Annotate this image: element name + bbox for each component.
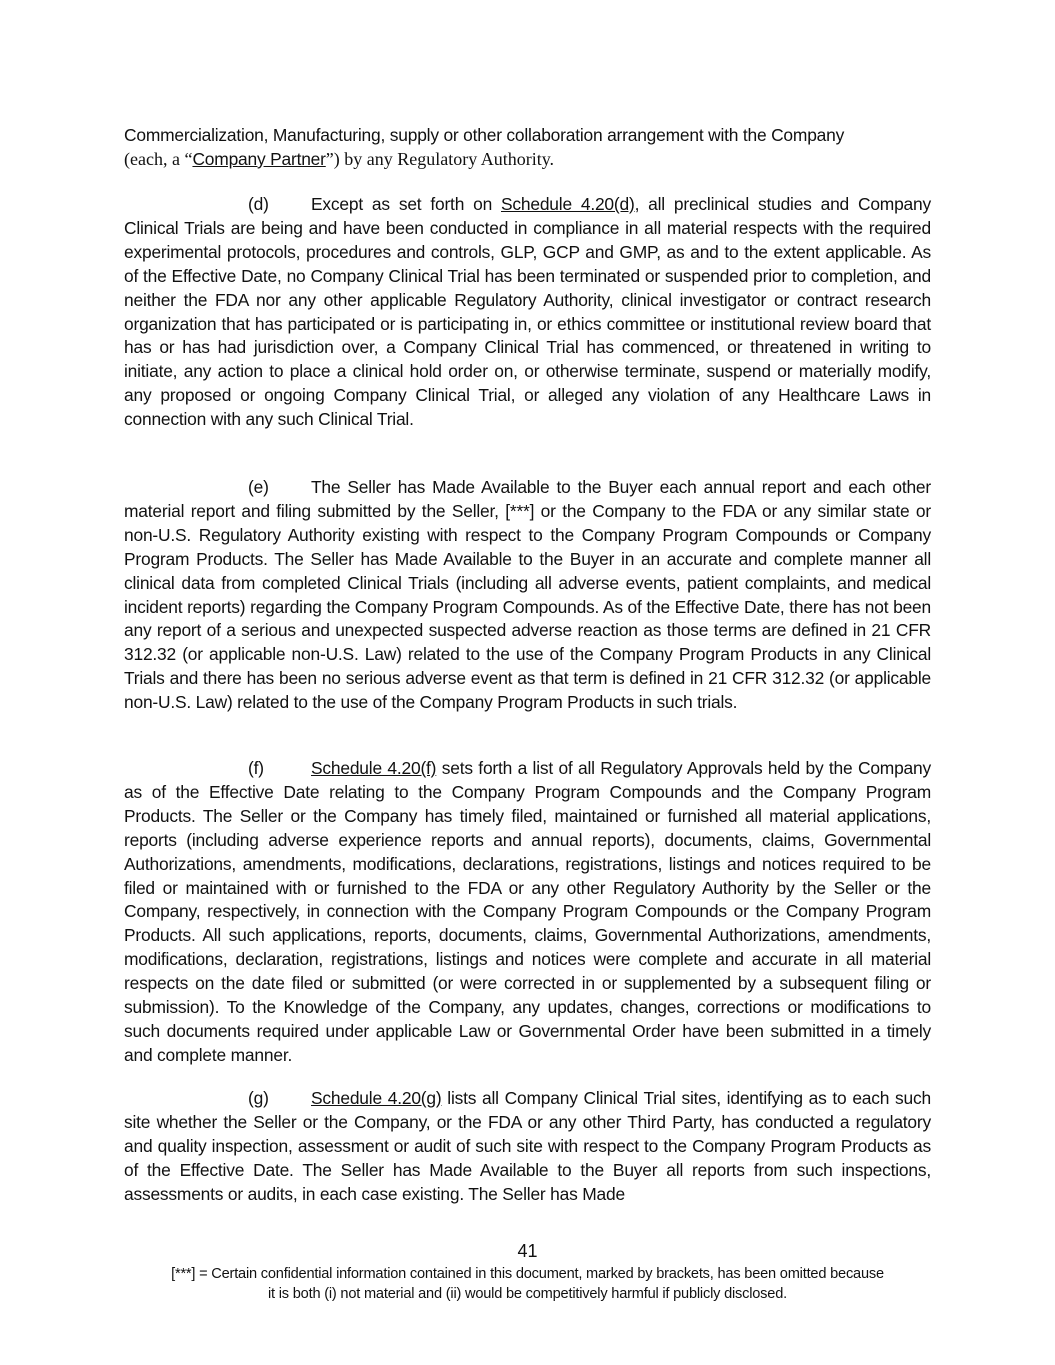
paragraph-c-line1: Commercialization, Manufacturing, supply or other collaboration arrangement with the Company <box>124 125 845 145</box>
schedule-4-20-f-ref: Schedule 4.20(f) <box>311 758 437 778</box>
paragraph-c-continuation <box>124 124 931 172</box>
paragraph-f <box>124 757 931 1068</box>
paragraph-c-pre: (each, a “ <box>124 148 193 169</box>
paragraph-c-post: ”) by any Regulatory Authority. <box>325 148 555 169</box>
paragraph-e <box>124 476 931 715</box>
paragraph-d-label: (d) <box>248 194 269 214</box>
paragraph-d-body: , all preclinical studies and Company Clinical Trials are being and have been conducted in compliance in all material respects with the required experimental protocols, procedures and controls, GLP, GCP and GMP, as and to the extent applicable. As of the Effective Date, no Company Clinical Trial has been terminated or suspended prior to completion, and neither the FDA nor any other applicable Regulatory Authority, clinical investigator or contract research organization that has participated or is participating in, or ethics committee or institutional review board that has or has had jurisdiction over, a Company Clinical Trial has commenced, or threatened in writing to initiate, any action to place a clinical hold order on, or otherwise terminate, suspend or materially modify, any proposed or ongoing Company Clinical Trial, or alleged any violation of any Healthcare Laws in connection with any such Clinical Trial. <box>124 194 931 430</box>
paragraph-f-label: (f) <box>248 758 264 778</box>
schedule-4-20-g-ref: Schedule 4.20(g) <box>311 1088 442 1108</box>
defined-term-company-partner: Company Partner <box>192 148 326 169</box>
paragraph-g <box>124 1087 931 1207</box>
schedule-4-20-d-ref: Schedule 4.20(d) <box>501 194 635 214</box>
paragraph-g-body: lists all Company Clinical Trial sites, identifying as to each such site whether the Seller or the Company, or the FDA or any other Third Party, has conducted a regulatory and quality inspection, assessment or audit of such site with respect to the Company Program Products as of the Effective Date. The Seller has Made Available to the Buyer all reports from such inspections, assessments or audits, in each case existing. The Seller has Made <box>124 1088 931 1204</box>
paragraph-d-pre: Except as set forth on <box>311 194 501 214</box>
confidentiality-footnote <box>120 1265 935 1304</box>
paragraph-e-label: (e) <box>248 477 269 497</box>
footnote-line1: [***] = Certain confidential information contained in this document, marked by brackets, has been omitted because <box>171 1266 884 1282</box>
page-number: 41 <box>517 1241 538 1261</box>
paragraph-d <box>124 193 931 432</box>
footnote-line2: it is both (i) not material and (ii) would be competitively harmful if publicly disclosed. <box>268 1285 787 1302</box>
paragraph-f-body: sets forth a list of all Regulatory Approvals held by the Company as of the Effective Date relating to the Company Program Compounds and the Company Program Products. The Seller or the Company has timely filed, maintained or furnished all material applications, reports (including adverse experience reports and annual reports), documents, claims, Governmental Authorizations, amendments, modifications, declarations, registrations, listings and notices required to be filed or maintained with or furnished to the FDA or any other Regulatory Authority by the Seller or the Company, respectively, in connection with the Company Program Compounds or the Company Program Products. All such applications, reports, documents, claims, Governmental Authorizations, amendments, modifications, declaration, registrations, listings and notices were complete and accurate in all material respects on the date filed or submitted (or were corrected in or supplemented by a subsequent filing or submission). To the Knowledge of the Company, any updates, changes, corrections or modifications to such documents required under applicable Law or Governmental Order have been submitted in a timely and complete manner. <box>124 758 931 1065</box>
paragraph-g-label: (g) <box>248 1088 269 1108</box>
paragraph-e-body: The Seller has Made Available to the Buyer each annual report and each other material report and filing submitted by the Seller, [***] or the Company to the FDA or any similar state or non-U.S. Regulatory Authority existing with respect to the Company Program Compounds or Company Program Products. The Seller has Made Available to the Buyer in an accurate and complete manner all clinical data from completed Clinical Trials (including all adverse events, patient complaints, and medical incident reports) regarding the Company Program Compounds. As of the Effective Date, there has not been any report of a serious and unexpected suspected adverse reaction as those terms are defined in 21 CFR 312.32 (or applicable non-U.S. Law) related to the use of the Company Program Products in any Clinical Trials and there has been no serious adverse event as that term is defined in 21 CFR 312.32 (or applicable non-U.S. Law) related to the use of the Company Program Products in such trials. <box>124 477 931 713</box>
